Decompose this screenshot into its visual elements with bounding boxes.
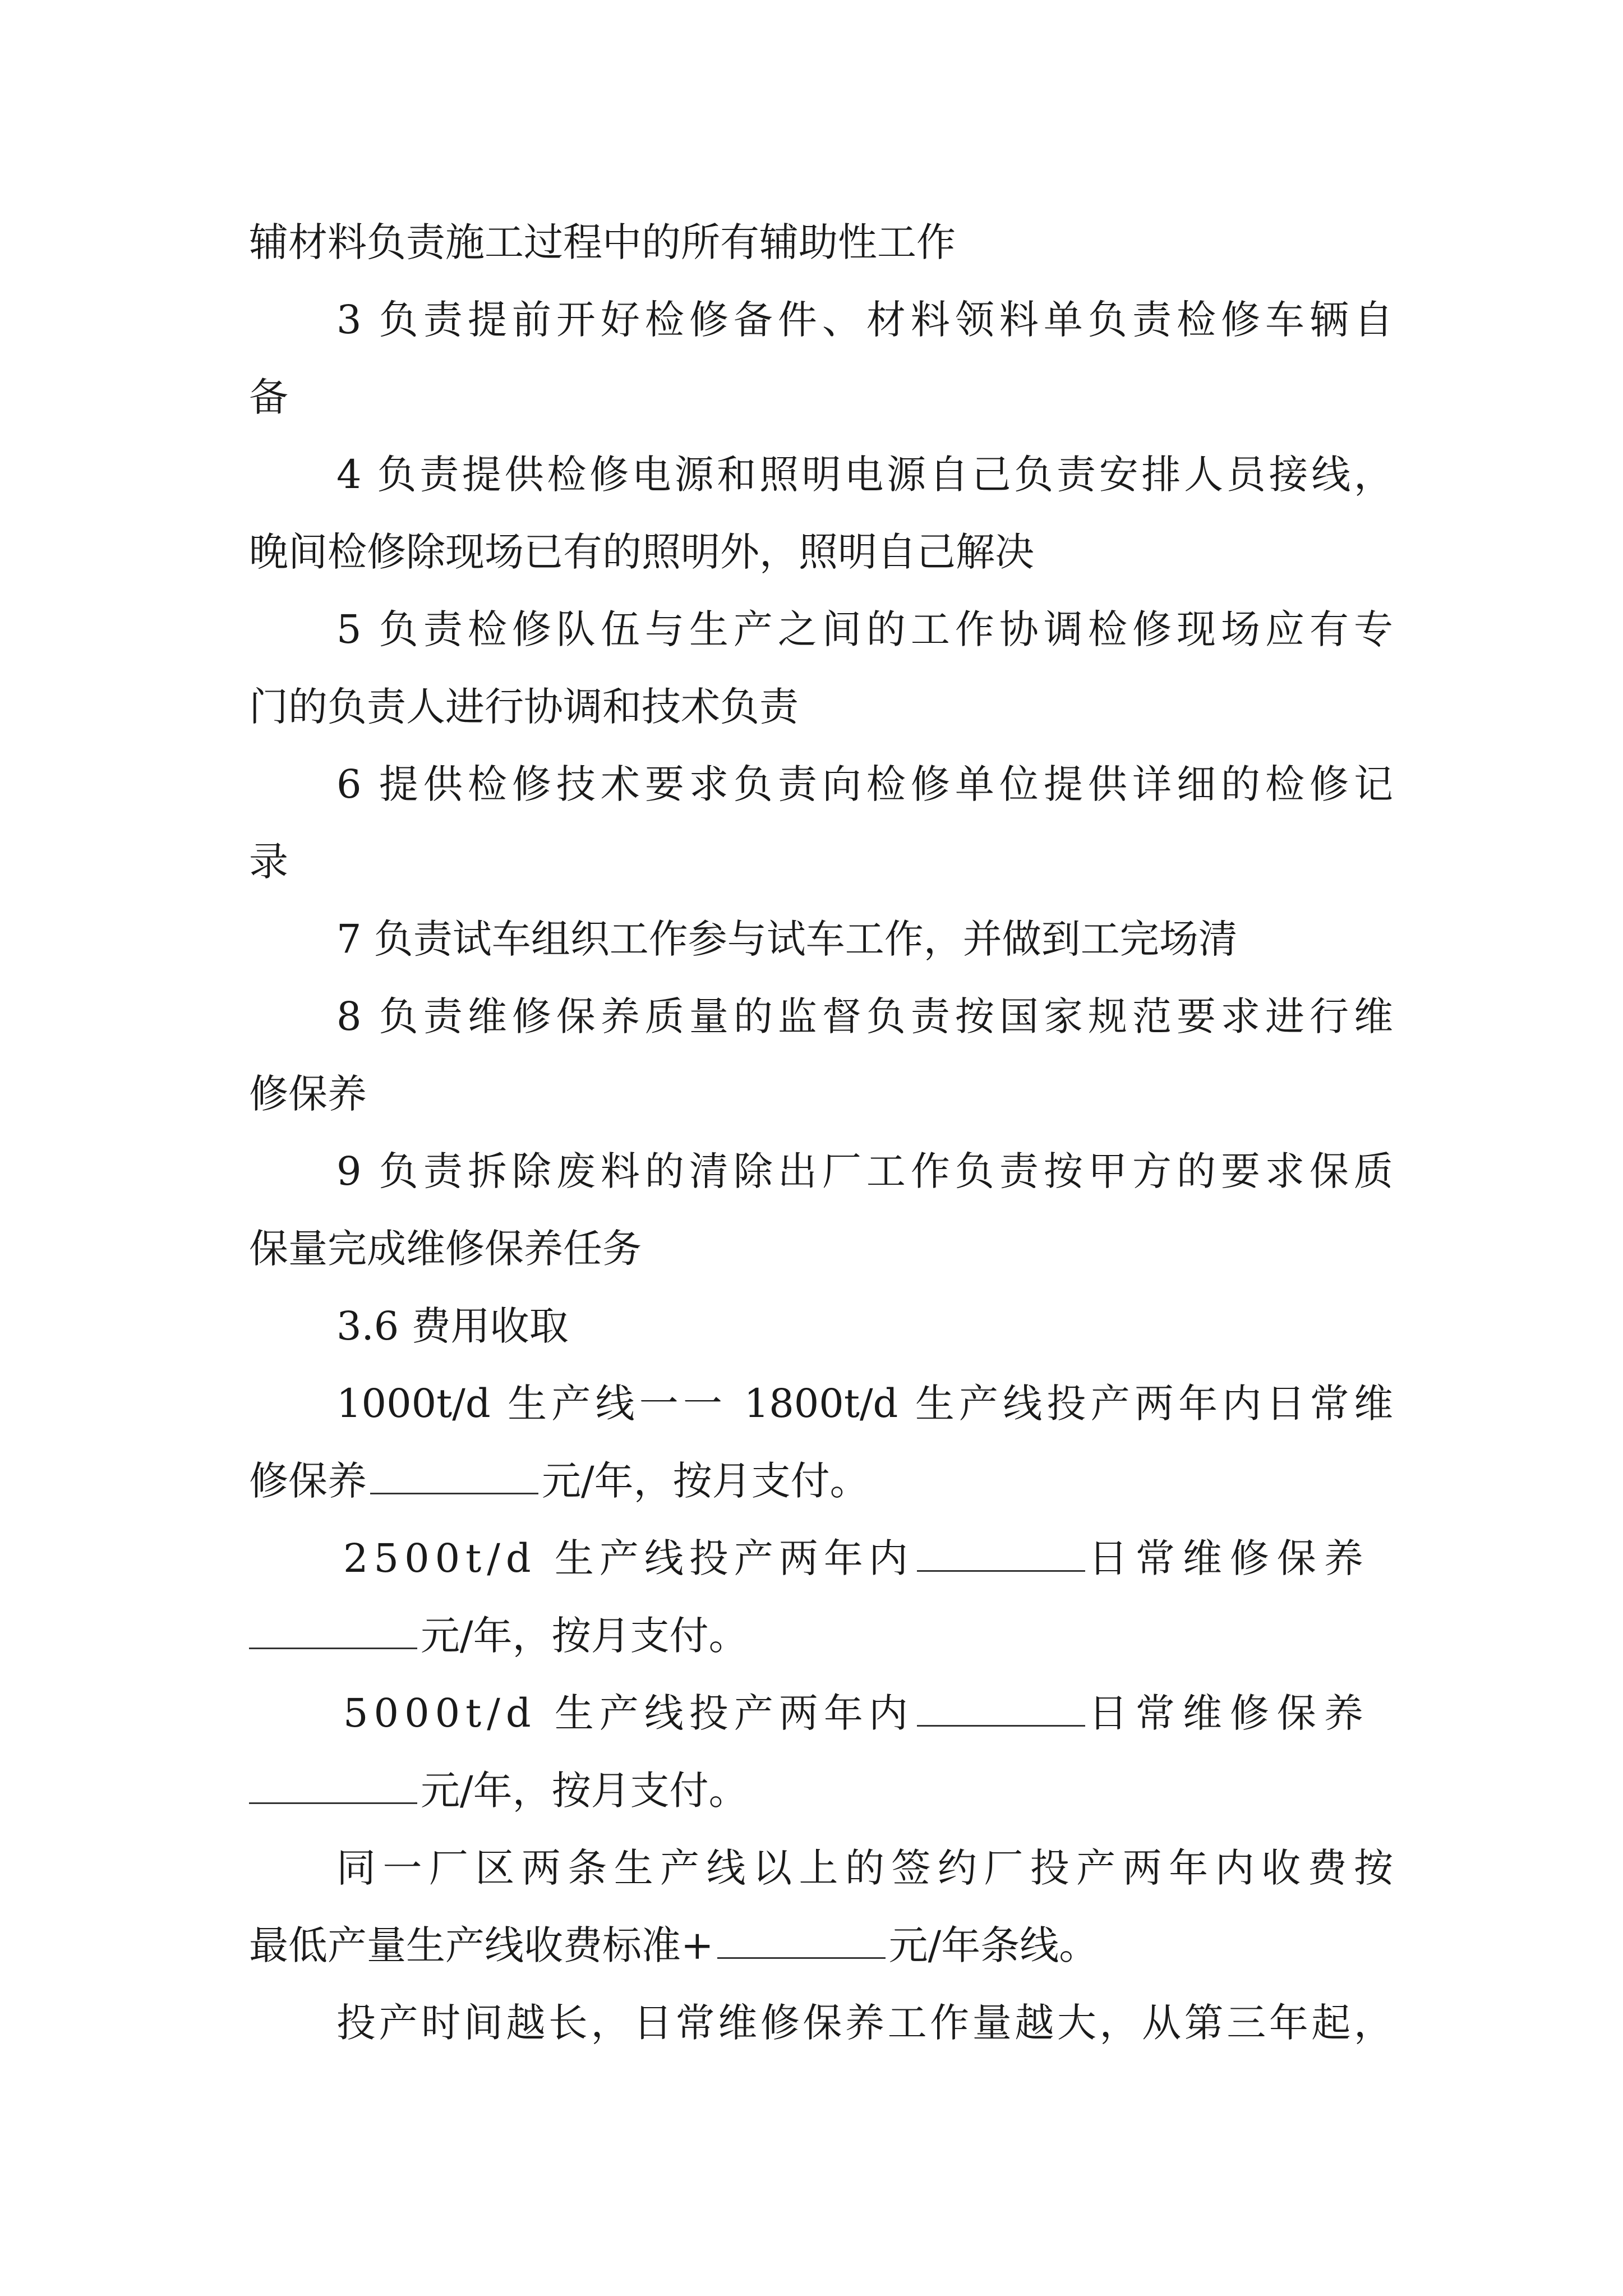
text-line bbox=[249, 1763, 748, 1819]
fill-in-blank bbox=[249, 1608, 417, 1649]
text-line: 6 提供检修技术要求负责向检修单位提供详细的检修记 bbox=[336, 761, 1393, 807]
text-line bbox=[249, 1453, 869, 1509]
text-line: 投产时间越长，日常维修保养工作量越大，从第三年起， bbox=[336, 2000, 1393, 2046]
text-line: 3 负责提前开好检修备件、材料领料单负责检修车辆自 bbox=[336, 297, 1393, 343]
text-line: 保量完成维修保养任务 bbox=[249, 1226, 642, 1272]
text-line: 门的负责人进行协调和技术负责 bbox=[249, 684, 799, 730]
text-segment: 元/年，按月支付。 bbox=[421, 1768, 748, 1814]
text-line: 9 负责拆除废料的清除出厂工作负责按甲方的要求保质 bbox=[336, 1148, 1393, 1194]
fill-in-blank bbox=[917, 1686, 1085, 1727]
text-line: 7 负责试车组织工作参与试车工作，并做到工完场清 bbox=[336, 916, 1238, 962]
fill-in-blank bbox=[249, 1763, 417, 1804]
text-segment: 修保养 bbox=[249, 1458, 367, 1504]
text-line bbox=[343, 1530, 1371, 1586]
text-segment: 元/年条线。 bbox=[888, 1922, 1099, 1968]
text-segment: 元/年，按月支付。 bbox=[542, 1458, 869, 1504]
text-segment: 日常维修保养 bbox=[1088, 1535, 1371, 1581]
text-line: 晚间检修除现场已有的照明外，照明自己解决 bbox=[249, 529, 1034, 575]
text-line: 1000t/d 生产线一一 1800t/d 生产线投产两年内日常维 bbox=[336, 1381, 1393, 1427]
text-segment: 最低产量生产线收费标准+ bbox=[249, 1922, 714, 1968]
text-line: 修保养 bbox=[249, 1071, 367, 1117]
fill-in-blank bbox=[917, 1531, 1085, 1572]
text-line bbox=[249, 1608, 748, 1664]
text-line: 录 bbox=[249, 839, 288, 885]
text-line: 4 负责提供检修电源和照明电源自己负责安排人员接线， bbox=[336, 452, 1393, 498]
text-line bbox=[343, 1685, 1371, 1741]
text-line: 同一厂区两条生产线以上的签约厂投产两年内收费按 bbox=[336, 1845, 1393, 1891]
text-line: 辅材料负责施工过程中的所有辅助性工作 bbox=[249, 219, 956, 265]
text-segment: 元/年，按月支付。 bbox=[421, 1613, 748, 1659]
text-segment: 5000t/d 生产线投产两年内 bbox=[343, 1690, 914, 1736]
text-segment: 日常维修保养 bbox=[1088, 1690, 1371, 1736]
text-line bbox=[249, 1917, 1098, 1973]
text-segment: 2500t/d 生产线投产两年内 bbox=[343, 1535, 914, 1581]
text-line: 5 负责检修队伍与生产之间的工作协调检修现场应有专 bbox=[336, 606, 1393, 652]
fill-in-blank bbox=[370, 1453, 538, 1494]
text-line: 备 bbox=[249, 374, 288, 420]
text-line: 8 负责维修保养质量的监督负责按国家规范要求进行维 bbox=[336, 993, 1393, 1039]
section-heading: 3.6 费用收取 bbox=[336, 1303, 569, 1349]
fill-in-blank bbox=[717, 1918, 886, 1959]
